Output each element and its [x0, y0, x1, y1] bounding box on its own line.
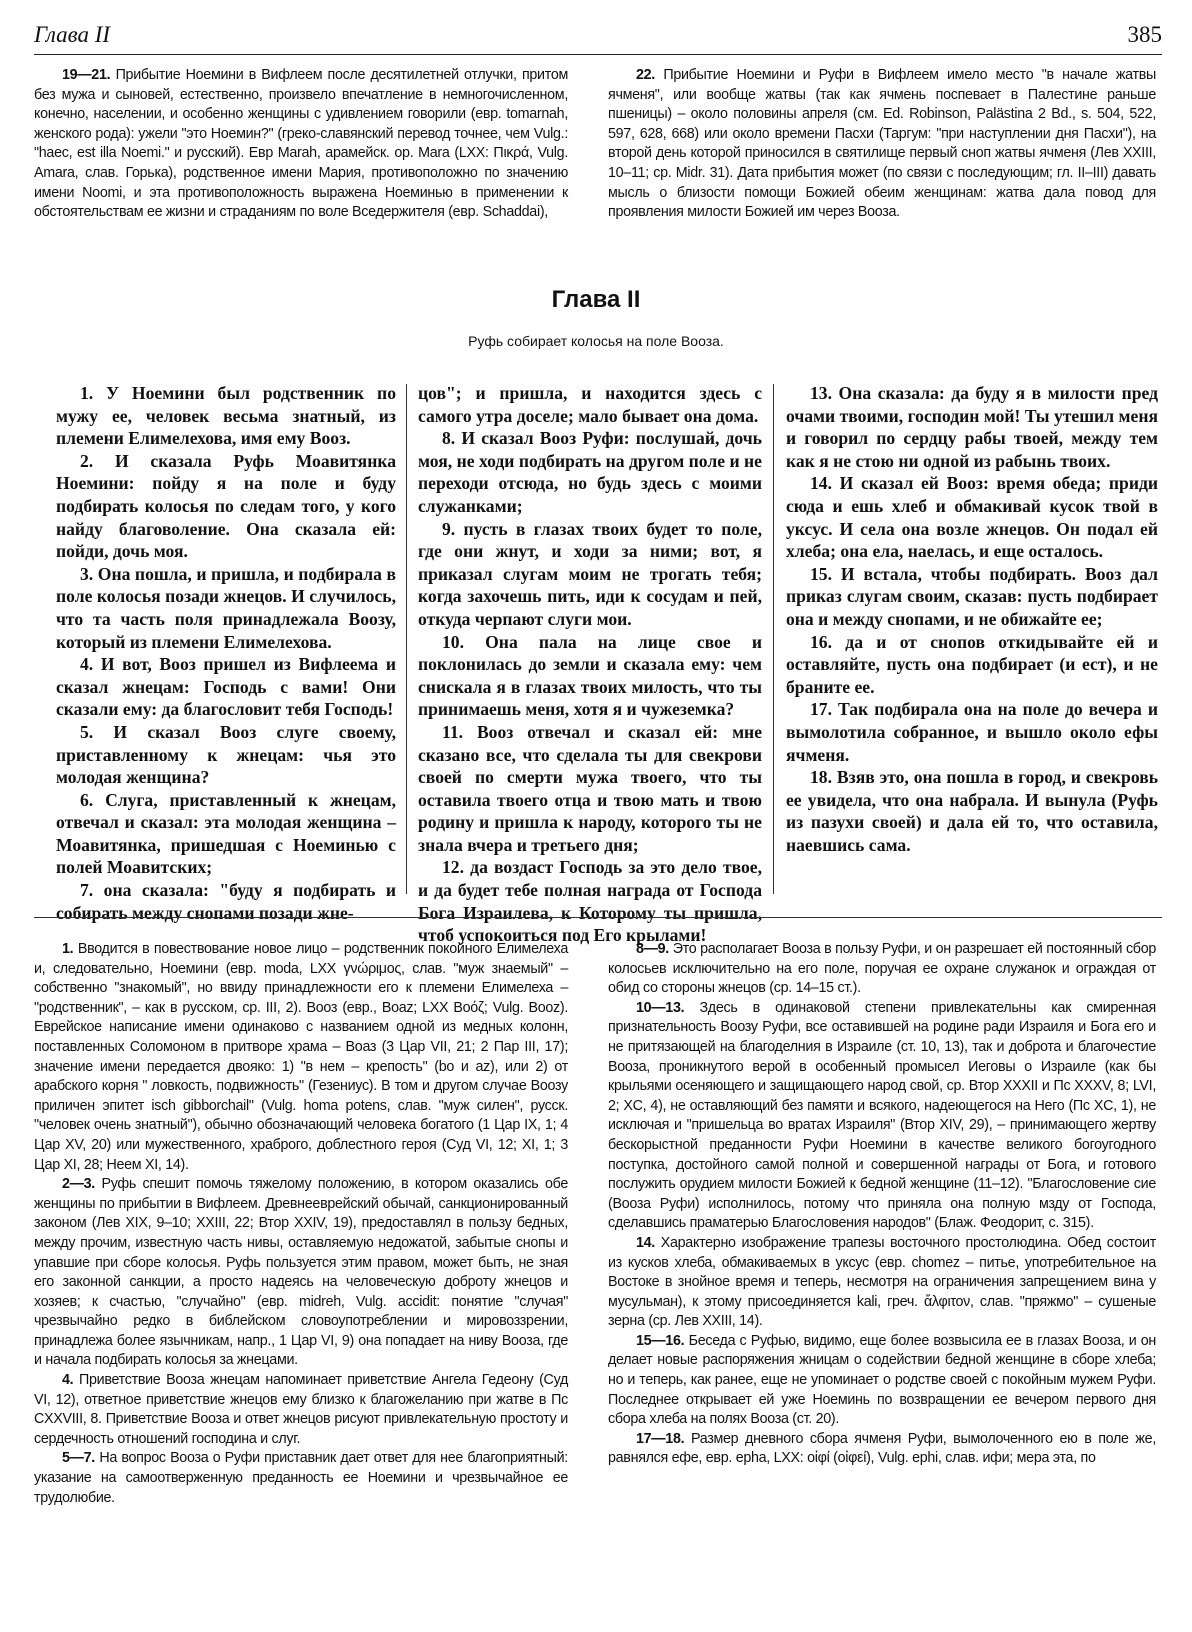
chapter-title: Глава II — [551, 286, 641, 313]
commentary-paragraph — [34, 1449, 568, 1508]
column-divider — [406, 384, 407, 894]
commentary-paragraph — [608, 999, 1156, 1234]
top-commentary-left — [34, 66, 568, 223]
commentary-paragraph — [608, 1430, 1156, 1469]
commentary-ref: 14. — [636, 1234, 655, 1251]
verse: 10. Она пала на лице свое и поклонилась до земли и сказала ему: чем снискала я в глазах твоих милость, что ты принимаешь меня, хотя я и чужеземка? — [418, 631, 762, 720]
verse: 17. Так подбирала она на поле до вечера и вымолотила собранное, и вышло около ефы ячменя. — [786, 699, 1158, 765]
verse: 4. И вот, Вооз пришел из Вифлеема и сказал жнецам: Господь с вами! Они сказали ему: да благословит тебя Господь! — [56, 654, 396, 720]
verse: 18. Взяв это, она пошла в город, и свекровь ее увидела, что она набрала. И вынула (Руфь из пазухи своей) и дала ей то, что оставила, наевшись сама. — [786, 767, 1158, 855]
verse-column-2 — [418, 382, 762, 947]
verse: 8. И сказал Вооз Руфи: послушай, дочь моя, не ходи подбирать на другом поле и не переходи отсюда, но будь здесь с моими служанками; — [418, 428, 762, 516]
bottom-commentary-left — [34, 940, 568, 1508]
page-number: 385 — [1127, 22, 1162, 47]
commentary-text: Характерно изображение трапезы восточного простолюдина. Обед состоит из кусков хлеба, обмакиваемых в уксус (евр. chomez – питье, употребительное на Востоке в знойное время и теперь, несмотря на ограничения запрещением вина у мусульман), к этому присоединяется kali, греч. ἄλφιτον, слав. "пряжмо" – сушеные зерна (ср. Лев XXIII, 14). — [608, 1234, 1156, 1330]
verse-column-1 — [56, 382, 396, 924]
commentary-paragraph — [34, 940, 568, 1175]
verse: 6. Слуга, приставленный к жнецам, отвечал и сказал: эта молодая женщина – Моавитянка, пришедшая с Ноеминью с полей Моавитских; — [56, 789, 396, 878]
separator-rule — [34, 917, 1162, 918]
commentary-ref: 10—13. — [636, 999, 685, 1016]
running-head-title: Глава II — [34, 22, 111, 47]
verse: 15. И встала, чтобы подбирать. Вооз дал приказ слугам своим, сказав: пусть подбирает она и между снопами, и не обижайте ее; — [786, 563, 1158, 629]
commentary-text: Руфь спешит помочь тяжелому положению, в котором оказались обе женщины по прибытии в Вифлеем. Древнееврейский обычай, санкционированный законом (Лев XIX, 9–10; XXIII, 22; Втор XXIV, 19), предоставлял в пользу бедных, между прочим, известную часть нивы, оставляемую недожатой, забытые снопы и упавшие при сборе колосья. Руфь пользуется этим правом, может быть, не зная его законной санкции, а просто надеясь на человеческую доброту жнецов и хозяев; к счастью, "случайно" (евр. midreh, Vulg. accidit: понятие "случая" чрезвычайно редко в библейском словоупотреблении и мировоззрении, принадлежа более язычникам, напр., 1 Цар VI, 9) она попадает на ниву Вооза, где и начала подбирать колосья за жнецами. — [34, 1176, 568, 1369]
verse: 16. да и от снопов откидывайте ей и оставляйте, пусть она подбирает (и ест), и не браните ее. — [786, 631, 1158, 697]
commentary-ref: 19—21. — [62, 67, 111, 83]
chapter-subtitle: Руфь собирает колосья на поле Вооза. — [468, 333, 724, 349]
commentary-text: Беседа с Руфью, видимо, еще более возвысила ее в глазах Вооза, и он делает новые распоряжения жницам о содействии бедной женщине в сборе хлеба; но и теперь, как ранее, еще не упоминает о родстве своей с покойным мужем Руфи. Последнее открывает ей уже Ноеминь по возвращении ее вечером первого дня сбора хлеба на полях Вооза (ст. 20). — [608, 1332, 1156, 1428]
commentary-text: Приветствие Вооза жнецам напоминает приветствие Ангела Гедеону (Суд VI, 12), ответное приветствие жнецов ему близко к благожеланию при жатве в Пс CXXVIII, 8. Приветствие Вооза и ответ жнецов рисуют привлекательную простоту и сердечность отношений господина и слуг. — [34, 1372, 568, 1447]
running-header — [34, 22, 1162, 55]
commentary-paragraph — [608, 1332, 1156, 1430]
commentary-text: Прибытие Ноемини в Вифлеем после десятилетней отлучки, притом без мужа и сыновей, естественно, произвело впечатление в немногочисленном, конечно, населении, и особенно женщины с удивлением говорили (евр. tomarnah, женского рода): ужели "это Ноемин?" (греко-славянский перевод точнее, чем Vulg.: "haec, est illa Noemi." и русский). Евр Marah, арамейск. ор. Mara (LXX: Πικρά, Vulg. Amara, слав. Горька), родственное имени Мария, противоположно по значению имени Noomi, и эта противоположность выражена Ноеминью в применении к обстоятельствам ее жизни и страданиям по воле Вседержителя (евр. Schaddai), — [34, 67, 568, 221]
verse: 9. пусть в глазах твоих будет то поле, где они жнут, и ходи за ними; вот, я приказал слугам моим не трогать тебя; когда захочешь пить, иди к сосудам и пей, откуда черпают слуги мои. — [418, 518, 762, 629]
verse: 12. да воздаст Господь за это дело твое, и да будет тебе полная награда от Господа Бога Израилева, к Которому ты пришла, чтоб успокоиться под Его крылами! — [418, 857, 762, 946]
commentary-ref: 4. — [62, 1372, 74, 1389]
commentary-ref: 8—9. — [636, 941, 669, 957]
commentary-ref: 2—3. — [62, 1176, 95, 1193]
commentary-ref: 5—7. — [62, 1450, 95, 1467]
commentary-ref: 15—16. — [636, 1332, 685, 1349]
verse: цов"; и пришла, и находится здесь с самого утра доселе; мало бывает она дома. — [418, 383, 762, 426]
commentary-ref: 17—18. — [636, 1430, 685, 1447]
column-divider — [773, 384, 774, 894]
commentary-paragraph — [608, 66, 1156, 223]
commentary-text: Вводится в повествование новое лицо – родственник покойного Елимелеха и, следовательно, Ноемини (евр. moda, LXX γνώριμος, слав. "муж знаемый" – собственно "знакомый", но ввиду принадлежности его к племени Елимелеха – "родственник", – как в русском, ср. III, 2). Вооз (евр., Boaz; LXX Βοόζ; Vulg. Booz). Еврейское написание имени одинаково с названием одной из медных колонн, поставленных Соломоном в притворе храма – Воаз (3 Цар VII, 21; 2 Пар III, 17); значение имени передается двояко: 1) "в нем – крепость" (bo и az), или 2) от арабского корня " ловкость, подвижность" (Гезениус). В том и другом случае Воозу приличен эпитет isch gibborchail" (Vulg. homa potens, слав. "муж силен", русск. "человек очень знатный"), обычно обозначающий человека богатого (1 Цар IX, 1; 4 Цар XV, 20) или мужественного, храброго, доблестного героя (Суд VI, 12; XI, 1; 3 Цар XI, 28; Неем XI, 14). — [34, 941, 568, 1173]
commentary-text: Размер дневного сбора ячменя Руфи, вымолоченного ею в поле же, равнялся ефе, евр. epha, LXX: οἰφί (οἰφεί), Vulg. ephi, слав. ифи; мера эта, по — [608, 1430, 1156, 1467]
verse-column-3 — [786, 382, 1158, 856]
verse: 1. У Ноемини был родственник по мужу ее, человек весьма знатный, из племени Елимелехова, имя ему Вооз. — [56, 383, 396, 449]
commentary-ref: 22. — [636, 67, 655, 83]
commentary-paragraph — [608, 940, 1156, 999]
commentary-text: На вопрос Вооза о Руфи приставник дает ответ для нее благоприятный: указание на самоотверженную преданность ее Ноемини и чрезвычайное ее трудолюбие. — [34, 1450, 568, 1506]
verse: 11. Вооз отвечал и сказал ей: мне сказано все, что сделала ты для свекрови своей по смерти мужа твоего, что ты оставила твоего отца и твою мать и твою родину и пришла к народу, которого ты не знала вчера и третьего дня; — [418, 721, 762, 855]
bottom-commentary-right — [608, 940, 1156, 1469]
commentary-paragraph — [34, 1175, 568, 1371]
commentary-text: Это располагает Вооза в пользу Руфи, и он разрешает ей постоянный сбор колосьев исключительно на его поле, поручая ее охране служанок и ограждая от обид со стороны жнецов (ср. 14–15 ст.). — [608, 941, 1156, 997]
verse: 3. Она пошла, и пришла, и подбирала в поле колосья позади жнецов. И случилось, что та часть поля принадлежала Воозу, который из племени Елимелехова. — [56, 563, 396, 652]
verse: 7. она сказала: "буду я подбирать и собирать между снопами позади жне- — [56, 880, 396, 923]
commentary-text: Здесь в одинаковой степени привлекательны как смиренная признательность Воозу Руфи, все оставившей на родине ради Израиля и Бога его и не притязающей на благоделния в Израиле (ст. 10, 13), так и доброта и благочестие Вооза, проникнутого верой в особенный промысел Иеговы о Израиле (как бы крыльями осеняющего и защищающего народ свой, ср. Втор XXXII и Пс XXXV, 8; LVI, 2; XC, 4), не оставляющий без памяти и всякого, надеющегося на Него (Пс XC, 1), не исключая и "пришельца во вратах Израиля" (Втор XIV, 29), – принимающего жертву бескорыстной преданности Руфи Ноемини в качестве великого богоугодного поступка, достойного самой полной и совершенной награды от Бога, и готового послужить орудием милости Божией к бедной женщине (11–12). "Благословение сие (Вооза Руфи) исполнилось, потому что приняла она полную мзду от Господа, сделавшись праматерью Благословения народов" (Блаж. Феодорит, с. 315). — [608, 999, 1156, 1232]
commentary-ref: 1. — [62, 941, 74, 957]
verse: 2. И сказала Руфь Моавитянка Ноемини: пойду я на поле и буду подбирать колосья по следам того, у кого найду благоволение. Она сказала ей: пойди, дочь моя. — [56, 450, 396, 562]
commentary-text: Прибытие Ноемини и Руфи в Вифлеем имело место "в начале жатвы ячменя", или вообще жатвы (так как ячмень поспевает в Палестине раньше пшеницы) – около половины апреля (см. Ed. Robinson, Palästina 2 Bd., s. 504, 522, 597, 628, 668) или около времени Пасхи (Таргум: "при наступлении дня Пасхи"), на второй день которой приносился в святилище первый сноп жатвы ячменя (Лев XXIII, 10–11; ср. Midr. 31). Дата прибытия может (по связи с последующим; гл. II–III) давать мысль о близости помощи Божией обеим женщинам: жатва дала повод для проявления милости Божией им через Вооза. — [608, 67, 1156, 221]
commentary-paragraph — [34, 66, 568, 223]
commentary-paragraph — [608, 1234, 1156, 1332]
commentary-paragraph — [34, 1371, 568, 1449]
top-commentary-right — [608, 66, 1156, 223]
verse: 13. Она сказала: да буду я в милости пред очами твоими, господин мой! Ты утешил меня и говорил по сердцу рабы твоей, между тем как я не стою ни одной из рабынь твоих. — [786, 383, 1158, 471]
verse: 5. И сказал Вооз слуге своему, приставленному к жнецам: чья это молодая женщина? — [56, 721, 396, 788]
verse: 14. И сказал ей Вооз: время обеда; приди сюда и ешь хлеб и обмакивай кусок твой в уксус. И села она возле жнецов. Он подал ей хлеба; она ела, наелась, и еще осталось. — [786, 473, 1158, 562]
